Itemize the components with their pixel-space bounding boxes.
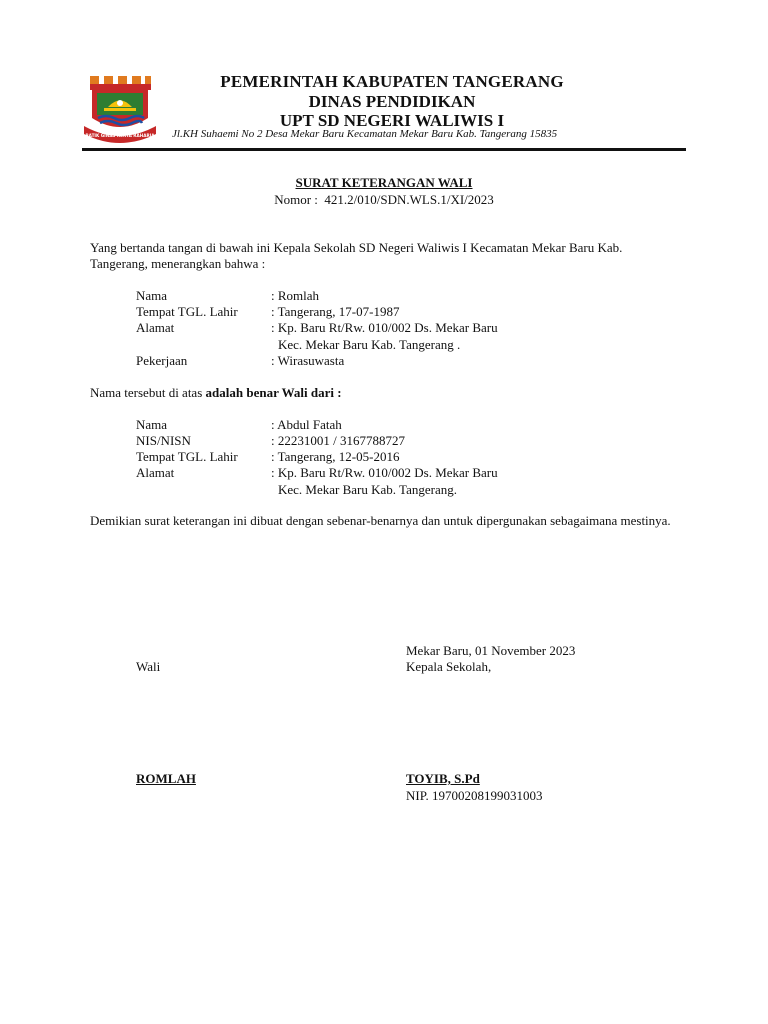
wali-birth-value: : Tangerang, 17-07-1987 [271,304,400,319]
student-address-value-1: : Kp. Baru Rt/Rw. 010/002 Ds. Mekar Baru [271,465,498,480]
wali-occupation-label: Pekerjaan [136,353,188,368]
signer-right-nip: NIP. 19700208199031003 [406,788,543,803]
kabupaten-tangerang-logo [82,74,158,144]
statement-line [90,385,678,401]
student-nis-value: : 22231001 / 3167788727 [271,433,405,448]
wali-address-value-2: Kec. Mekar Baru Kab. Tangerang . [278,337,461,352]
student-address-value-2: Kec. Mekar Baru Kab. Tangerang. [278,482,457,497]
signer-right-role: Kepala Sekolah, [406,659,492,674]
logo-motto: BATIK GINAS KERTA RAHARJA [85,133,155,138]
wali-name-value: : Romlah [271,288,320,303]
letter-title: SURAT KETERANGAN WALI [295,175,473,190]
header-address: Jl.KH Suhaemi No 2 Desa Mekar Baru Kecamatan Mekar Baru Kab. Tangerang 15835 [172,128,558,140]
header-department: DINAS PENDIDIKAN [308,92,476,111]
student-name-label: Nama [136,417,168,432]
wali-occupation-value: : Wirasuwasta [271,353,345,368]
header-divider [82,148,686,151]
signer-right-name: TOYIB, S.Pd [406,771,480,786]
header-school: UPT SD NEGERI WALIWIS I [279,111,505,130]
student-birth-value: : Tangerang, 12-05-2016 [271,449,400,464]
header-government: PEMERINTAH KABUPATEN TANGERANG [220,72,564,91]
wali-address-label: Alamat [136,320,175,335]
letter-number: Nomor : 421.2/010/SDN.WLS.1/XI/2023 [274,192,494,207]
place-date: Mekar Baru, 01 November 2023 [406,643,576,658]
student-address-label: Alamat [136,465,175,480]
intro-paragraph: Yang bertanda tangan di bawah ini Kepala Sekolah SD Negeri Waliwis I Kecamatan Mekar Baru Kab. Tangerang, menerangkan bahwa : [90,240,623,271]
closing-paragraph: Demikian surat keterangan ini dibuat dengan sebenar-benarnya dan untuk dipergunakan sebagaimana mestinya. [90,513,671,528]
statement-prefix: Nama tersebut di atas [90,385,206,400]
signer-left-name: ROMLAH [136,771,196,786]
student-birth-label: Tempat TGL. Lahir [136,449,238,464]
statement-bold: adalah benar Wali dari : [205,385,342,400]
wali-birth-label: Tempat TGL. Lahir [136,304,238,319]
signer-left-role: Wali [136,659,161,674]
student-nis-label: NIS/NISN [136,433,191,448]
wali-address-value-1: : Kp. Baru Rt/Rw. 010/002 Ds. Mekar Baru [271,320,498,335]
wali-name-label: Nama [136,288,168,303]
student-name-value: : Abdul Fatah [271,417,342,432]
